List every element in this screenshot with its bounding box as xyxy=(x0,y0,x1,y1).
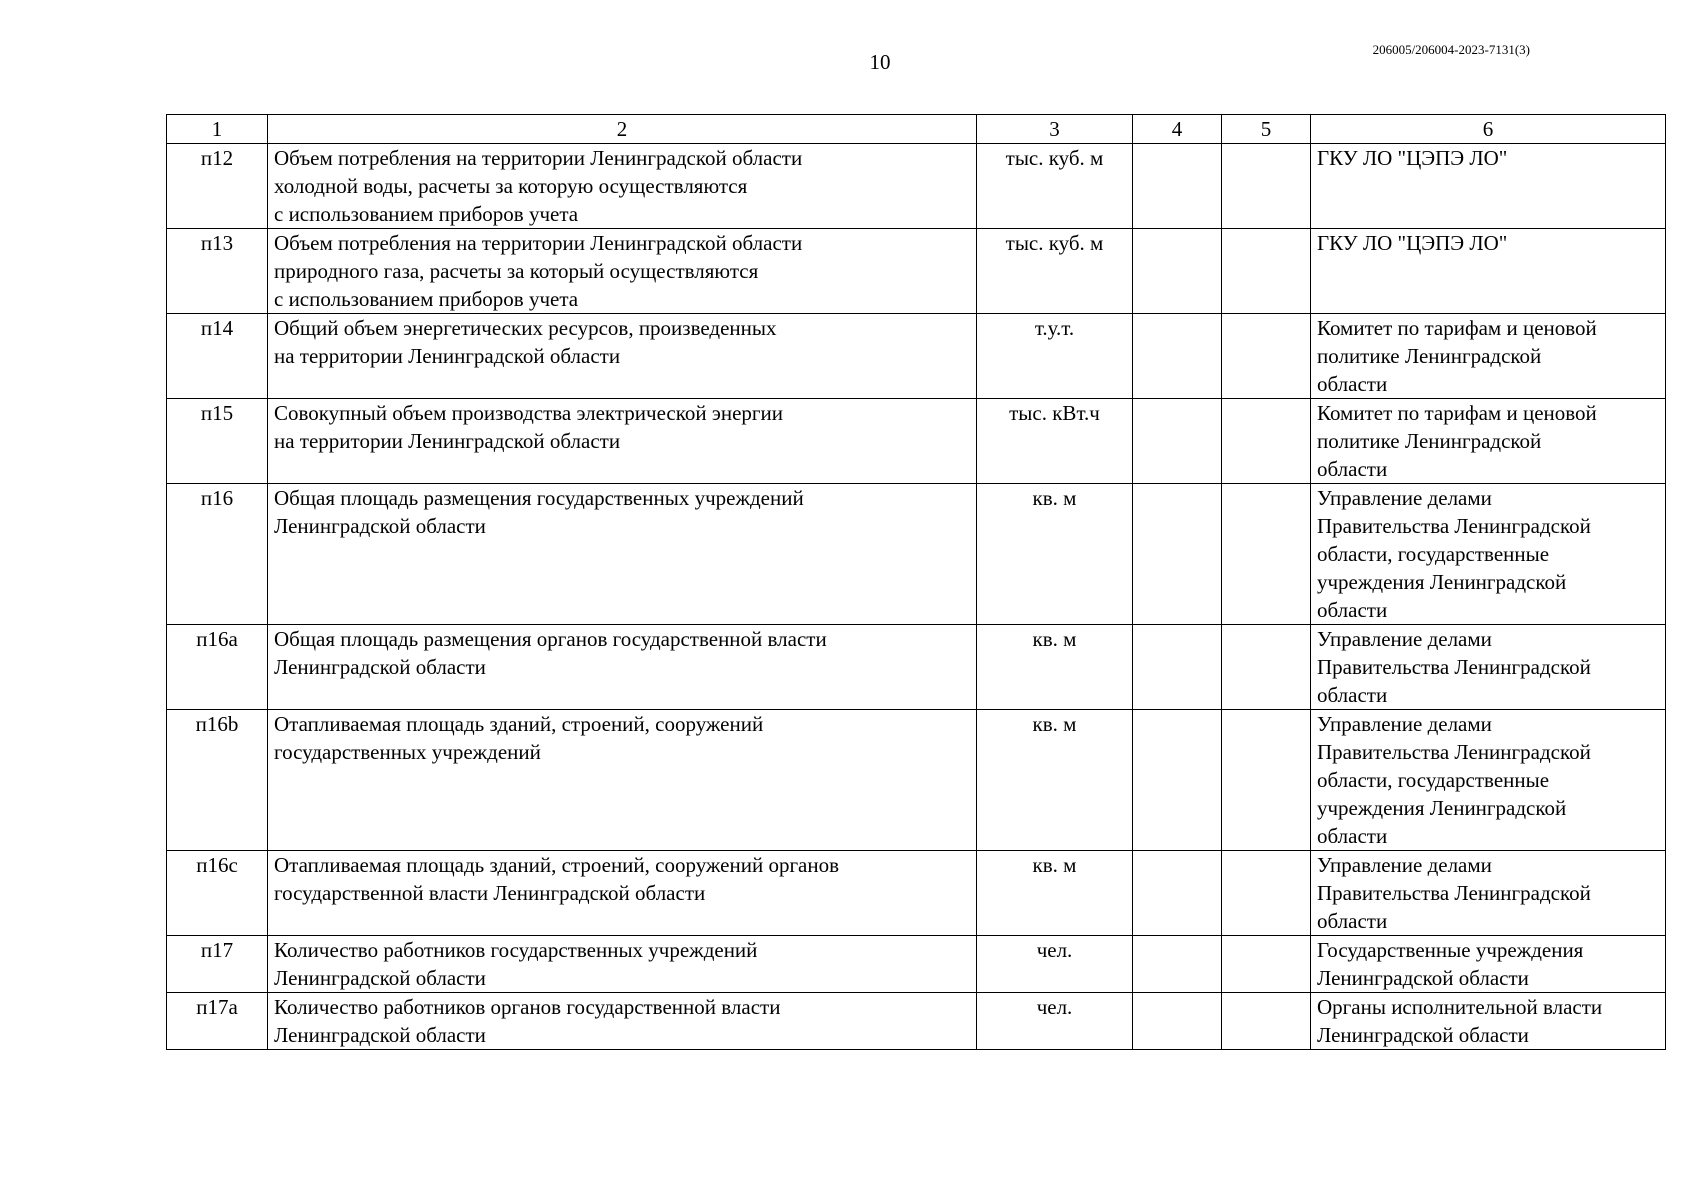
indicator-name-line: Количество работников государственных учреждений xyxy=(274,938,758,962)
column-5-cell xyxy=(1222,399,1311,484)
data-source-cell xyxy=(1311,625,1666,710)
indicator-code-cell: п16а xyxy=(167,625,268,710)
indicator-name-line: Ленинградской области xyxy=(274,1023,486,1047)
table-row xyxy=(167,851,1666,936)
data-source-line: Государственные учреждения xyxy=(1317,938,1584,962)
column-header: 3 xyxy=(977,115,1133,144)
column-4-cell xyxy=(1133,144,1222,229)
data-source-line: ГКУ ЛО "ЦЭПЭ ЛО" xyxy=(1317,146,1508,170)
unit-cell: кв. м xyxy=(977,710,1133,851)
column-header: 5 xyxy=(1222,115,1311,144)
data-source-line: политике Ленинградской xyxy=(1317,429,1542,453)
column-4-cell xyxy=(1133,936,1222,993)
column-5-cell xyxy=(1222,229,1311,314)
data-source-cell xyxy=(1311,710,1666,851)
data-source-line: области xyxy=(1317,372,1388,396)
table-body xyxy=(167,115,1666,1050)
indicator-name-line: природного газа, расчеты за который осуществляются xyxy=(274,259,759,283)
unit-cell: чел. xyxy=(977,936,1133,993)
column-header: 1 xyxy=(167,115,268,144)
table-row xyxy=(167,229,1666,314)
page-number: 10 xyxy=(869,50,891,74)
indicator-name-line: с использованием приборов учета xyxy=(274,287,579,311)
data-source-line: учреждения Ленинградской xyxy=(1317,796,1567,820)
indicator-name-cell xyxy=(268,936,977,993)
indicator-name-line: государственной власти Ленинградской области xyxy=(274,881,706,905)
data-source-line: политике Ленинградской xyxy=(1317,344,1542,368)
indicator-name-line: Совокупный объем производства электрической энергии xyxy=(274,401,784,425)
column-5-cell xyxy=(1222,993,1311,1050)
table-row xyxy=(167,399,1666,484)
indicator-code-cell: п16с xyxy=(167,851,268,936)
column-4-cell xyxy=(1133,851,1222,936)
column-number-row xyxy=(167,115,1666,144)
indicator-name-line: Ленинградской области xyxy=(274,966,486,990)
indicator-code-cell: п16 xyxy=(167,484,268,625)
data-source-cell xyxy=(1311,314,1666,399)
column-5-cell xyxy=(1222,936,1311,993)
column-5-cell xyxy=(1222,710,1311,851)
indicator-name-line: Отапливаемая площадь зданий, строений, сооружений органов xyxy=(274,853,840,877)
indicator-name-cell xyxy=(268,710,977,851)
indicator-name-line: на территории Ленинградской области xyxy=(274,344,621,368)
data-source-line: области, государственные xyxy=(1317,542,1550,566)
indicator-name-cell xyxy=(268,993,977,1050)
indicators-table xyxy=(166,114,1666,1050)
indicator-name-line: Ленинградской области xyxy=(274,514,486,538)
table-row xyxy=(167,625,1666,710)
data-source-line: Ленинградской области xyxy=(1317,966,1529,990)
unit-cell: чел. xyxy=(977,993,1133,1050)
indicator-name-line: с использованием приборов учета xyxy=(274,202,579,226)
unit-cell: кв. м xyxy=(977,625,1133,710)
indicator-name-cell xyxy=(268,399,977,484)
data-source-cell xyxy=(1311,993,1666,1050)
data-source-line: области xyxy=(1317,457,1388,481)
indicator-name-line: Объем потребления на территории Ленинградской области xyxy=(274,231,803,255)
indicator-code-cell: п13 xyxy=(167,229,268,314)
data-source-cell xyxy=(1311,936,1666,993)
indicator-name-line: Общий объем энергетических ресурсов, произведенных xyxy=(274,316,777,340)
indicator-name-cell xyxy=(268,625,977,710)
column-5-cell xyxy=(1222,625,1311,710)
document-id: 206005/206004-2023-7131(3) xyxy=(1372,42,1530,57)
column-5-cell xyxy=(1222,314,1311,399)
data-source-line: Управление делами xyxy=(1317,853,1492,877)
data-source-line: области xyxy=(1317,824,1388,848)
data-source-line: области, государственные xyxy=(1317,768,1550,792)
indicator-name-cell xyxy=(268,851,977,936)
indicator-name-cell xyxy=(268,484,977,625)
unit-cell: т.у.т. xyxy=(977,314,1133,399)
column-4-cell xyxy=(1133,484,1222,625)
data-source-line: области xyxy=(1317,598,1388,622)
data-source-cell xyxy=(1311,144,1666,229)
indicator-name-line: Общая площадь размещения органов государственной власти xyxy=(274,627,827,651)
unit-cell: тыс. кВт.ч xyxy=(977,399,1133,484)
data-source-line: ГКУ ЛО "ЦЭПЭ ЛО" xyxy=(1317,231,1508,255)
indicator-name-line: Количество работников органов государственной власти xyxy=(274,995,781,1019)
column-4-cell xyxy=(1133,710,1222,851)
data-source-cell xyxy=(1311,229,1666,314)
table-row xyxy=(167,710,1666,851)
data-source-line: Комитет по тарифам и ценовой xyxy=(1317,316,1597,340)
data-source-line: Правительства Ленинградской xyxy=(1317,514,1591,538)
data-source-line: Правительства Ленинградской xyxy=(1317,740,1591,764)
indicator-name-line: Ленинградской области xyxy=(274,655,486,679)
indicator-code-cell: п17а xyxy=(167,993,268,1050)
data-source-cell xyxy=(1311,484,1666,625)
indicator-code-cell: п14 xyxy=(167,314,268,399)
indicator-name-cell xyxy=(268,229,977,314)
indicator-name-line: Общая площадь размещения государственных учреждений xyxy=(274,486,804,510)
data-source-line: области xyxy=(1317,683,1388,707)
column-header: 6 xyxy=(1311,115,1666,144)
column-5-cell xyxy=(1222,484,1311,625)
column-4-cell xyxy=(1133,314,1222,399)
column-5-cell xyxy=(1222,851,1311,936)
unit-cell: тыс. куб. м xyxy=(977,229,1133,314)
column-4-cell xyxy=(1133,399,1222,484)
data-source-line: Управление делами xyxy=(1317,627,1492,651)
indicator-code-cell: п15 xyxy=(167,399,268,484)
indicator-name-line: холодной воды, расчеты за которую осуществляются xyxy=(274,174,748,198)
column-4-cell xyxy=(1133,625,1222,710)
data-source-line: Управление делами xyxy=(1317,712,1492,736)
indicator-code-cell: п17 xyxy=(167,936,268,993)
table-row xyxy=(167,314,1666,399)
data-source-cell xyxy=(1311,399,1666,484)
data-source-line: Правительства Ленинградской xyxy=(1317,881,1591,905)
table-row xyxy=(167,144,1666,229)
column-4-cell xyxy=(1133,993,1222,1050)
data-source-line: области xyxy=(1317,909,1388,933)
table-row xyxy=(167,993,1666,1050)
column-header: 2 xyxy=(268,115,977,144)
data-source-cell xyxy=(1311,851,1666,936)
indicator-code-cell: п12 xyxy=(167,144,268,229)
column-5-cell xyxy=(1222,144,1311,229)
data-source-line: Комитет по тарифам и ценовой xyxy=(1317,401,1597,425)
indicator-name-line: Объем потребления на территории Ленинградской области xyxy=(274,146,803,170)
indicator-name-line: государственных учреждений xyxy=(274,740,541,764)
data-source-line: Органы исполнительной власти xyxy=(1317,995,1603,1019)
data-source-line: Ленинградской области xyxy=(1317,1023,1529,1047)
table-row xyxy=(167,936,1666,993)
indicator-name-cell xyxy=(268,144,977,229)
table-row xyxy=(167,484,1666,625)
data-source-line: учреждения Ленинградской xyxy=(1317,570,1567,594)
column-header: 4 xyxy=(1133,115,1222,144)
indicator-name-line: на территории Ленинградской области xyxy=(274,429,621,453)
indicator-code-cell: п16b xyxy=(167,710,268,851)
data-source-line: Управление делами xyxy=(1317,486,1492,510)
data-source-line: Правительства Ленинградской xyxy=(1317,655,1591,679)
unit-cell: тыс. куб. м xyxy=(977,144,1133,229)
unit-cell: кв. м xyxy=(977,484,1133,625)
unit-cell: кв. м xyxy=(977,851,1133,936)
indicator-name-cell xyxy=(268,314,977,399)
column-4-cell xyxy=(1133,229,1222,314)
indicator-name-line: Отапливаемая площадь зданий, строений, сооружений xyxy=(274,712,764,736)
